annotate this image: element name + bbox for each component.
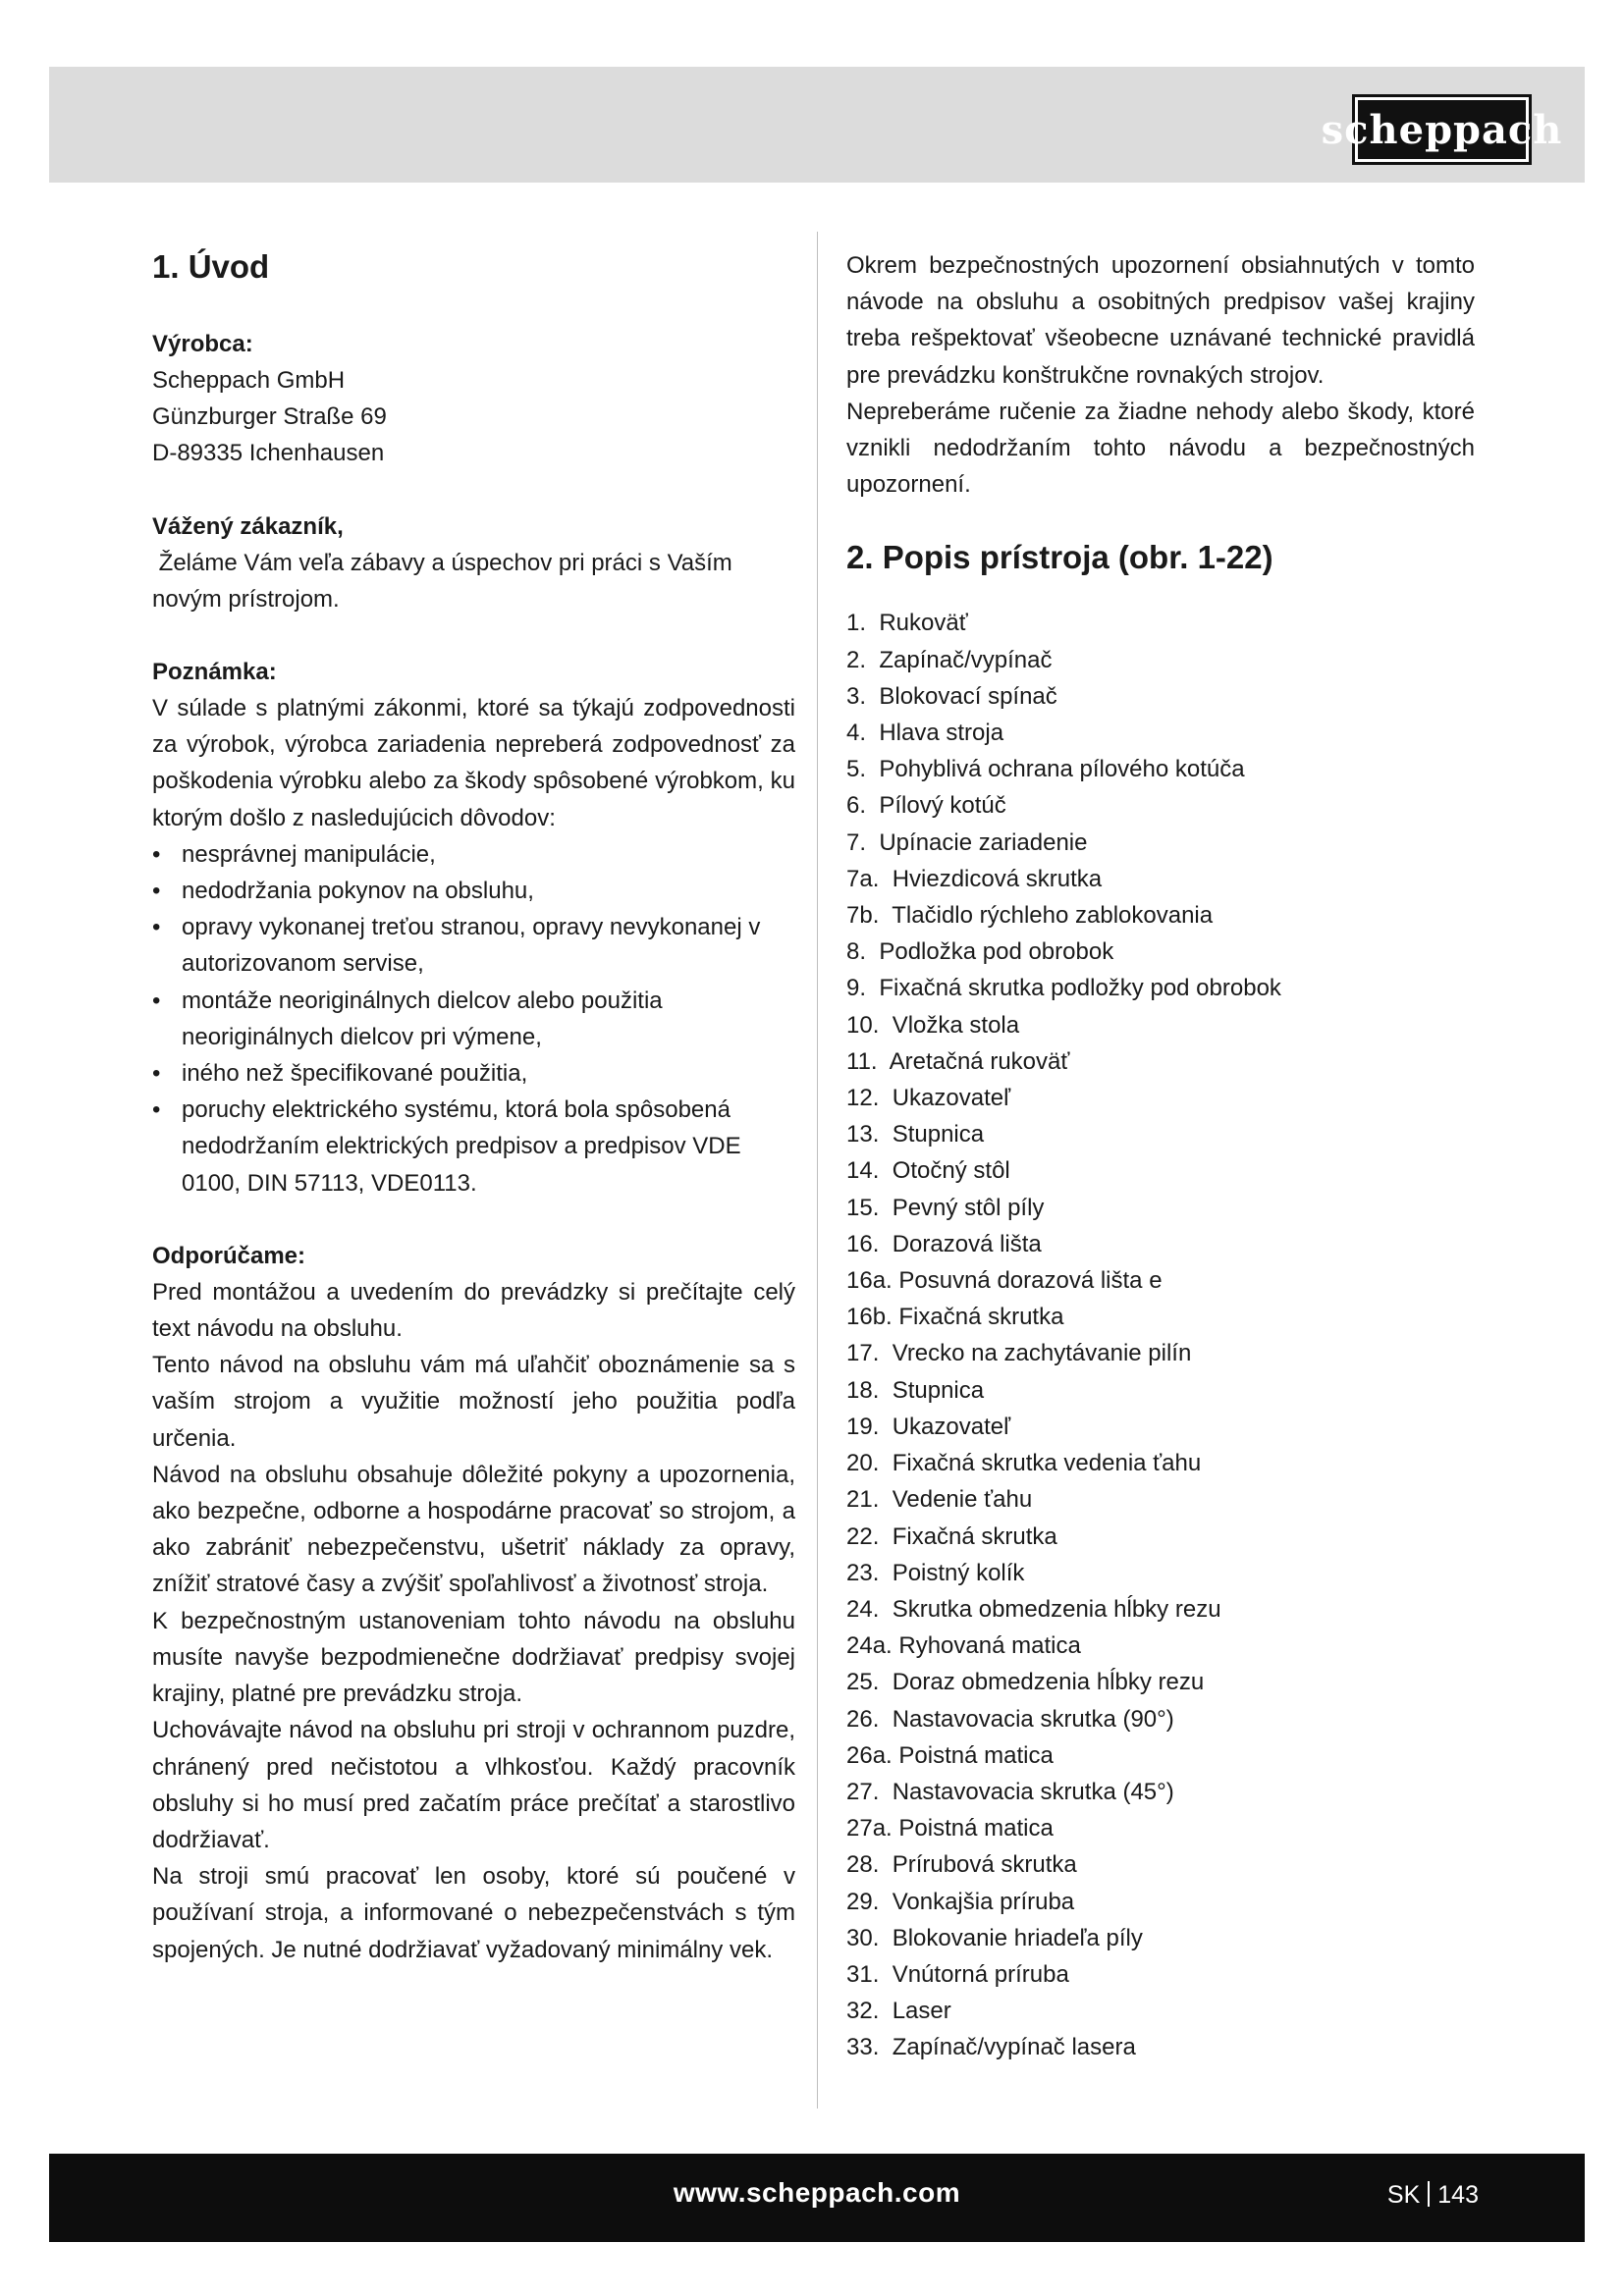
customer-block xyxy=(152,508,795,617)
parts-list-item: 4. Hlava stroja xyxy=(846,720,1004,747)
parts-list-item: 30. Blokovanie hriadeľa píly xyxy=(846,1924,1143,1951)
address-line: Scheppach GmbH xyxy=(152,367,346,394)
recommend-label: Odporúčame: xyxy=(152,1242,306,1269)
parts-list-item: 25. Doraz obmedzenia hĺbky rezu xyxy=(846,1669,1205,1696)
list-item: • opravy vykonanej treťou stranou, opravy nevykonanej v autorizovanom servise, xyxy=(152,909,795,982)
parts-list-item: 5. Pohyblivá ochrana pílového kotúča xyxy=(846,756,1245,783)
parts-list-item: 14. Otočný stôl xyxy=(846,1157,1010,1185)
list-item: • montáže neoriginálnych dielcov alebo použitia neoriginálnych dielcov pri výmene, xyxy=(152,983,795,1055)
parts-list-item: 22. Fixačná skrutka xyxy=(846,1522,1057,1550)
website-url: www.scheppach.com xyxy=(673,2177,961,2208)
header-band xyxy=(49,67,1585,183)
greeting-line: Želáme Vám veľa zábavy a úspechov pri práci s Vaším xyxy=(152,549,732,576)
parts-list-item: 24a. Ryhovaná matica xyxy=(846,1632,1081,1660)
paragraph: Návod na obsluhu obsahuje dôležité pokyny a upozornenia, ako bezpečne, odborne a hospodárne pracovať so strojom, a ako zabrániť nebezpečenstvu, ušetriť náklady za opravy, znížiť stratové časy a zvýšiť spoľahlivosť a životnosť stroja. xyxy=(152,1461,795,1598)
parts-list-item: 19. Ukazovateľ xyxy=(846,1413,1011,1440)
parts-list-item: 1. Rukoväť xyxy=(846,610,968,637)
parts-list-item: 16. Dorazová lišta xyxy=(846,1230,1042,1257)
parts-list-item: 26a. Poistná matica xyxy=(846,1741,1054,1769)
parts-list-item: 20. Fixačná skrutka vedenia ťahu xyxy=(846,1450,1202,1477)
language-code: SK xyxy=(1386,2181,1421,2209)
right-column xyxy=(846,247,1475,2066)
parts-list-item: 32. Laser xyxy=(846,1998,951,2025)
paragraph: Uchovávajte návod na obsluhu pri stroji v ochrannom puzdre, chránený pred nečistotou a vlhkosťou. Každý pracovník obsluhy si ho musí pred začatím práce prečítať a starostlivo dodržiavať. xyxy=(152,1717,795,1853)
parts-list-item: 12. Ukazovateľ xyxy=(846,1085,1011,1112)
customer-label: Vážený zákazník, xyxy=(152,512,344,540)
parts-list-item: 10. Vložka stola xyxy=(846,1011,1020,1039)
parts-list-item: 24. Skrutka obmedzenia hĺbky rezu xyxy=(846,1595,1221,1623)
parts-list-item: 6. Pílový kotúč xyxy=(846,792,1006,820)
parts-list-item: 18. Stupnica xyxy=(846,1376,985,1404)
parts-list-item: 2. Zapínač/vypínač xyxy=(846,646,1053,673)
address-line: D-89335 Ichenhausen xyxy=(152,440,385,467)
brand-logo: scheppach xyxy=(1352,94,1532,165)
list-item: • iného než špecifikované použitia, xyxy=(152,1055,795,1092)
greeting-line: novým prístrojom. xyxy=(152,585,340,613)
paragraph: Pred montážou a uvedením do prevádzky si prečítajte celý text návodu na obsluhu. xyxy=(152,1278,795,1343)
parts-list-item: 21. Vedenie ťahu xyxy=(846,1486,1033,1514)
recommend-block xyxy=(152,1238,795,1968)
parts-list-item: 23. Poistný kolík xyxy=(846,1559,1025,1586)
liability-list xyxy=(152,836,795,1201)
parts-list-item: 29. Vonkajšia príruba xyxy=(846,1888,1075,1915)
parts-list-item: 26. Nastavovacia skrutka (90°) xyxy=(846,1705,1174,1733)
paragraph: K bezpečnostným ustanoveniam tohto návodu na obsluhu musíte navyše bezpodmienečne dodržiavať predpisy svojej krajiny, platné pre prevádzku stroja. xyxy=(152,1607,795,1708)
parts-list-item: 16a. Posuvná dorazová lišta e xyxy=(846,1267,1163,1295)
note-label: Poznámka: xyxy=(152,659,277,686)
parts-list-item: 8. Podložka pod obrobok xyxy=(846,938,1114,966)
parts-list-item: 7a. Hviezdicová skrutka xyxy=(846,865,1103,892)
address-line: Günzburger Straße 69 xyxy=(152,403,387,431)
parts-list-item: 16b. Fixačná skrutka xyxy=(846,1304,1064,1331)
parts-list-item: 13. Stupnica xyxy=(846,1121,985,1148)
paragraph: Na stroji smú pracovať len osoby, ktoré sú poučené v používaní stroja, a informované o nebezpečenstvách s tým spojených. Je nutné dodržiavať vyžadovaný minimálny vek. xyxy=(152,1863,795,1963)
manufacturer-block xyxy=(152,326,795,472)
list-item: • nedodržania pokynov na obsluhu, xyxy=(152,873,795,909)
footer-band xyxy=(49,2154,1585,2242)
parts-list-item: 11. Aretačná rukoväť xyxy=(846,1047,1070,1075)
parts-list-item: 9. Fixačná skrutka podložky pod obrobok xyxy=(846,975,1281,1002)
page-separator xyxy=(1428,2181,1430,2207)
parts-list-item: 3. Blokovací spínač xyxy=(846,682,1057,710)
parts-list-item: 7b. Tlačidlo rýchleho zablokovania xyxy=(846,902,1214,930)
parts-list xyxy=(846,605,1475,2065)
parts-list-item: 27. Nastavovacia skrutka (45°) xyxy=(846,1778,1174,1805)
parts-list-item: 31. Vnútorná príruba xyxy=(846,1960,1069,1988)
section-heading-intro: 1. Úvod xyxy=(152,248,270,285)
parts-list-item: 33. Zapínač/vypínač lasera xyxy=(846,2034,1136,2061)
parts-list-item: 27a. Poistná matica xyxy=(846,1815,1054,1842)
column-divider xyxy=(817,232,818,2109)
list-item: • nesprávnej manipulácie, xyxy=(152,836,795,873)
note-text: V súlade s platnými zákonmi, ktoré sa týkajú zodpovednosti za výrobok, výrobca zariadenia nepreberá zodpovednosť za poškodenia výrobku alebo za škody spôsobené výrobkom, ku ktorým došlo z nasledujúcich dôvodov: xyxy=(152,695,795,831)
page-indicator xyxy=(1387,2181,1479,2210)
list-item: • poruchy elektrického systému, ktorá bola spôsobená nedodržaním elektrických predpisov a predpisov VDE 0100, DIN 57113, VDE0113. xyxy=(152,1092,795,1201)
paragraph: Nepreberáme ručenie za žiadne nehody alebo škody, ktoré vznikli nedodržaním tohto návodu a bezpečnostných upozornení. xyxy=(846,398,1475,499)
section-heading-description: 2. Popis prístroja (obr. 1-22) xyxy=(846,539,1273,576)
note-block xyxy=(152,654,795,1201)
parts-list-item: 7. Upínacie zariadenie xyxy=(846,828,1088,856)
left-column xyxy=(152,247,795,1968)
parts-list-item: 28. Prírubová skrutka xyxy=(846,1851,1077,1879)
parts-list-item: 17. Vrecko na zachytávanie pilín xyxy=(846,1340,1192,1367)
paragraph: Okrem bezpečnostných upozornení obsiahnutých v tomto návode na obsluhu a osobitných predpisov vašej krajiny treba rešpektovať všeobecne uznávané technické pravidlá pre prevádzku konštrukčne rovnakých strojov. xyxy=(846,252,1475,389)
manufacturer-label: Výrobca: xyxy=(152,331,253,357)
page-number: 143 xyxy=(1437,2181,1479,2209)
paragraph: Tento návod na obsluhu vám má uľahčiť oboznámenie sa s vaším strojom a využitie možností jeho použitia podľa určenia. xyxy=(152,1352,795,1452)
parts-list-item: 15. Pevný stôl píly xyxy=(846,1194,1045,1221)
